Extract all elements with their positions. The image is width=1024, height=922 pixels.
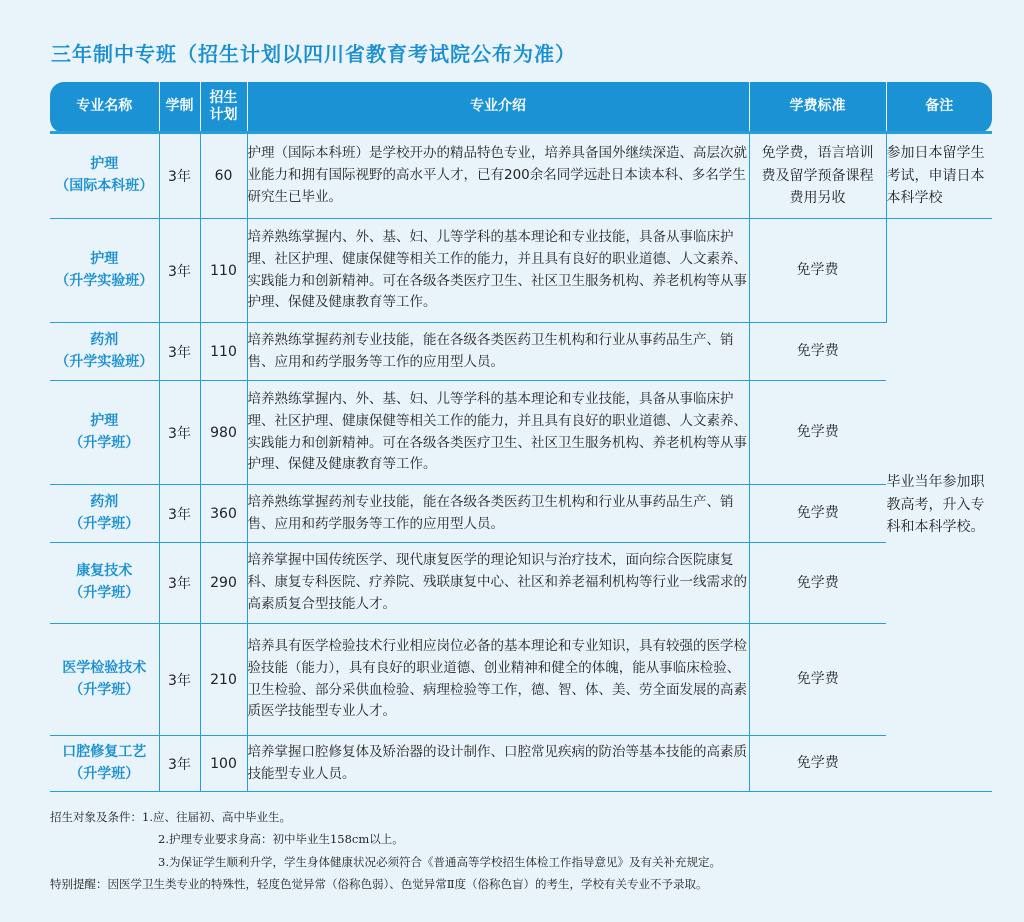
footnote-line: 招生对象及条件：1.应、往届初、高中毕业生。 — [50, 810, 291, 824]
major-cell: 护理 （国际本科班） — [50, 133, 159, 219]
intro-cell: 培养熟练掌握内、外、基、妇、儿等学科的基本理论和专业技能，具备从事临床护理、社区护理、健康保健等相关工作的能力，并且具有良好的职业道德、人文素养、实践能力和创新精神。可在各级各类医疗卫生、社区卫生服务机构、养老机构等从事护理、保健及健康教育等工作。 — [247, 381, 749, 485]
page-title: 三年制中专班（招生计划以四川省教育考试院公布为准） — [51, 42, 576, 66]
intro-cell: 培养熟练掌握药剂专业技能，能在各级各类医药卫生机构和行业从事药品生产、销售、应用和药学服务等工作的应用型人员。 — [247, 323, 749, 381]
major-cell: 医学检验技术 （升学班） — [50, 624, 159, 736]
fee-cell: 免学费 — [749, 736, 886, 792]
duration-cell: 3年 — [159, 323, 200, 381]
table-row — [50, 219, 992, 323]
plan-cell: 290 — [200, 543, 247, 624]
header-fee: 学费标准 — [749, 82, 886, 133]
header-note: 备注 — [886, 82, 992, 133]
intro-cell: 护理（国际本科班）是学校开办的精品特色专业，培养具备国外继续深造、高层次就业能力和拥有国际视野的高水平人才，已有200余名同学远赴日本读本科、多名学生研究生已毕业。 — [247, 133, 749, 219]
plan-cell: 110 — [200, 323, 247, 381]
major-cell: 药剂 （升学班） — [50, 485, 159, 543]
intro-cell: 培养熟练掌握药剂专业技能，能在各级各类医药卫生机构和行业从事药品生产、销售、应用和药学服务等工作的应用型人员。 — [247, 485, 749, 543]
plan-cell: 110 — [200, 219, 247, 323]
table-row — [50, 133, 992, 219]
fee-cell: 免学费 — [749, 624, 886, 736]
table-row — [50, 381, 992, 485]
duration-cell: 3年 — [159, 219, 200, 323]
fee-cell: 免学费 — [749, 485, 886, 543]
table-row — [50, 485, 992, 543]
fee-cell: 免学费 — [749, 543, 886, 624]
plan-cell: 210 — [200, 624, 247, 736]
header-plan: 招生计划 — [200, 82, 247, 133]
table-row — [50, 323, 992, 381]
plan-cell: 100 — [200, 736, 247, 792]
header-duration: 学制 — [159, 82, 200, 133]
table-row — [50, 543, 992, 624]
major-cell: 康复技术 （升学班） — [50, 543, 159, 624]
footnote-line: 特别提醒：因医学卫生类专业的特殊性，轻度色觉异常（俗称色弱）、色觉异常Ⅱ度（俗称色盲）的考生，学校有关专业不予录取。 — [50, 877, 708, 892]
fee-cell: 免学费，语言培训费及留学预备课程费用另收 — [749, 133, 886, 219]
duration-cell: 3年 — [159, 543, 200, 624]
plan-cell: 980 — [200, 381, 247, 485]
table-header-row — [50, 82, 992, 133]
duration-cell: 3年 — [159, 736, 200, 792]
table-row — [50, 736, 992, 792]
fee-cell: 免学费 — [749, 323, 886, 381]
table-row — [50, 624, 992, 736]
header-major: 专业名称 — [50, 82, 159, 133]
major-cell: 护理 （升学实验班） — [50, 219, 159, 323]
duration-cell: 3年 — [159, 485, 200, 543]
note-cell: 参加日本留学生考试，申请日本本科学校 — [886, 133, 992, 219]
plan-cell: 60 — [200, 133, 247, 219]
plan-cell: 360 — [200, 485, 247, 543]
intro-cell: 培养掌握中国传统医学、现代康复医学的理论知识与治疗技术，面向综合医院康复科、康复专科医院、疗养院、残联康复中心、社区和养老福利机构等行业一线需求的高素质复合型技能人才。 — [247, 543, 749, 624]
duration-cell: 3年 — [159, 624, 200, 736]
major-cell: 药剂 （升学实验班） — [50, 323, 159, 381]
duration-cell: 3年 — [159, 381, 200, 485]
footnotes — [50, 806, 721, 896]
duration-cell: 3年 — [159, 133, 200, 219]
intro-cell: 培养掌握口腔修复体及矫治器的设计制作、口腔常见疾病的防治等基本技能的高素质技能型专业人员。 — [247, 736, 749, 792]
fee-cell: 免学费 — [749, 219, 886, 323]
major-cell: 护理 （升学班） — [50, 381, 159, 485]
intro-cell: 培养熟练掌握内、外、基、妇、儿等学科的基本理论和专业技能，具备从事临床护理、社区护理、健康保健等相关工作的能力，并且具有良好的职业道德、人文素养、实践能力和创新精神。可在各级各类医疗卫生、社区卫生服务机构、养老机构等从事护理、保健及健康教育等工作。 — [247, 219, 749, 323]
intro-cell: 培养具有医学检验技术行业相应岗位必备的基本理论和专业知识，具有较强的医学检验技能（能力），具有良好的职业道德、创业精神和健全的体魄，能从事临床检验、卫生检验、部分采供血检验、病理检验等工作，德、智、体、美、劳全面发展的高素质医学技能型专业人才。 — [247, 624, 749, 736]
fee-cell: 免学费 — [749, 381, 886, 485]
major-cell: 口腔修复工艺 （升学班） — [50, 736, 159, 792]
enrollment-table — [50, 82, 992, 792]
footnote-line: 3.为保证学生顺利升学，学生身体健康状况必须符合《普通高等学校招生体检工作指导意见》及有关补充规定。 — [158, 854, 721, 869]
shared-note-cell: 毕业当年参加职教高考，升入专科和本科学校。 — [886, 219, 992, 792]
header-intro: 专业介绍 — [247, 82, 749, 133]
footnote-line: 2.护理专业要求身高：初中毕业生158cm以上。 — [158, 832, 404, 847]
